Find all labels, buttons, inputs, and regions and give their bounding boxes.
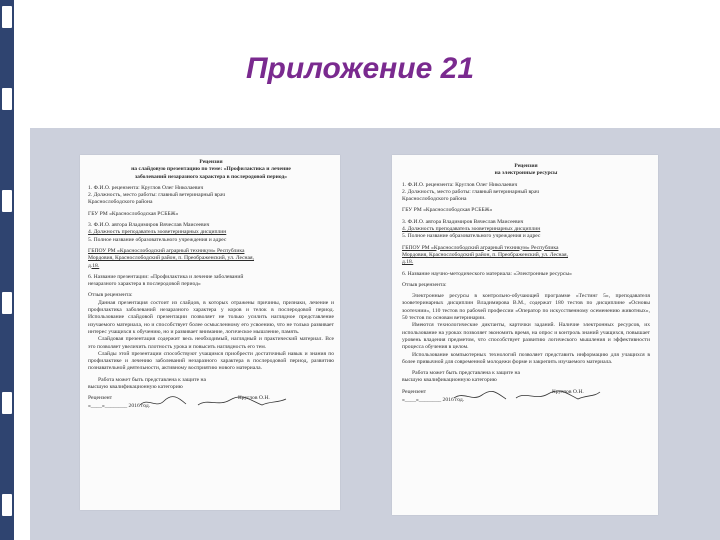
review-paragraph: Данная презентация состоит из слайдов, в которых отражены причины, признаки, лечение и профилактика заболеваний незаразного характера у коров и телок в послеродовой период. Использование слайдовой презентации позволяет не только усилить наглядное представление изучаемого материала, но и способствует более осмысленному его усвоению, что не только развивает интерес учащихся к обучению, но и развивает внимание, логическое мышление, память.: [88, 299, 334, 335]
doc-line: 6. Название презентации: «Профилактика и лечение заболеваний: [88, 273, 244, 280]
review-paragraph: Использование компьютерных технологий позволяет представить информацию для учащихся в более привычной для современной молодежи форме и закрепить изучаемого материала.: [402, 351, 650, 365]
signature-name: Круглов О.Н.: [552, 388, 584, 395]
review-paragraph: Имеются технологические диктанты, карточки заданий. Наличие электронных ресурсов, их использование на уроках позволяет экономить время, на опрос и контроль знаний учащихся, повышает уровень владения предметом, что способствует развитию логического мышления и эффективности процесса обучения в целом.: [402, 322, 650, 351]
doc-line: 5. Полное название образовательного учреждения и адрес: [88, 236, 227, 243]
doc-line: 6. Название научно-методического материала: «Электронные ресурсы»: [402, 270, 572, 277]
doc-line: Мордовия, Краснослободский район, п. Преображенский, ул. Лесная,: [402, 251, 569, 258]
doc-line: незаразного характера в послеродовой период»: [88, 281, 201, 288]
bar-notch: [2, 392, 12, 414]
reviewer-label: Рецензент: [402, 388, 427, 395]
reviewer-label: Рецензент: [88, 395, 113, 402]
bar-notch: [2, 292, 12, 314]
doc-line: 1. Ф.И.О. рецензента: Круглов Олег Николаевич: [402, 181, 518, 188]
doc-line: ГБУ РМ «Краснослободская РСББЖ»: [88, 210, 179, 217]
slide-title: Приложение 21: [245, 52, 475, 85]
level-line: высшую квалификационную категорию: [88, 384, 183, 391]
doc-heading: Рецензия на электронные ресурсы: [494, 163, 558, 177]
doc-line: ГБПОУ РМ «Краснослободский аграрный техникум» Республика: [402, 244, 559, 251]
doc-line: 3. Ф.И.О. автора Владимиров Вячеслав Маисеевич: [402, 218, 524, 225]
doc-heading: Рецензия на слайдовую презентацию по теме: «Профилактика и лечение заболеваний незаразного характера в послеродовой период»: [131, 159, 291, 180]
review-label: Отзыв рецензента:: [402, 281, 447, 288]
review-label: Отзыв рецензента:: [88, 292, 133, 299]
recommendation: Работа может быть представлена к защите на: [98, 376, 207, 383]
recommendation: Работа может быть представлена к защите на: [412, 370, 521, 377]
doc-line: Краснослободского района: [402, 196, 467, 203]
bar-notch: [2, 494, 12, 516]
review-document-presentation: [80, 155, 340, 510]
level-line: высшую квалификационную категорию: [402, 377, 497, 384]
doc-line: 4. Должность преподаватель зооветеринарных дисциплин: [402, 226, 541, 233]
date-line: «____»________ 2016 год.: [88, 403, 151, 410]
bar-notch: [2, 88, 12, 110]
review-paragraph: Электронные ресурсы в контрольно-обучающей программе «Тестинг 5», преподавателя зооветеринарных дисциплин Владимирова В.М., содержат 180 тестов по дисциплине «Основы зоотехнии», 110 тестов по рабочей профессии «Оператор по искусственному осеменению животных», 50 тестов по основам ветеринарии.: [402, 293, 650, 322]
review-document-electronic-resources: [392, 155, 658, 515]
signature-name: Круглов О.Н.: [238, 395, 270, 402]
doc-line: Краснослободского района: [88, 199, 153, 206]
doc-line: 1. Ф.И.О. рецензента: Круглов Олег Николаевич: [88, 184, 204, 191]
doc-line: 4. Должность преподаватель зооветеринарных дисциплин: [88, 229, 227, 236]
date-line: «____»________ 2016 год.: [402, 396, 465, 403]
review-paragraph: Слайды этой презентации способствуют учащимся приобрести достаточный навык и знания по профилактике и лечению заболеваний незаразного характера в послеродовой период, развитию познавательной деятельности, активному восприятию нового материала.: [88, 350, 334, 372]
signature-block: [402, 389, 650, 411]
doc-line: 2. Должность, место работы: главный ветеринарный врач: [88, 192, 226, 199]
doc-line: 5. Полное название образовательного учреждения и адрес: [402, 233, 541, 240]
doc-line: ГБПОУ РМ «Краснослободский аграрный техникум» Республика: [88, 247, 245, 254]
bar-notch: [2, 6, 12, 28]
doc-line: д.18.: [402, 259, 414, 266]
doc-line: 2. Должность, место работы: главный ветеринарный врач: [402, 188, 540, 195]
doc-line: Мордовия, Краснослободский район, п. Преображенский, ул. Лесная,: [88, 255, 255, 262]
doc-line: д.18.: [88, 262, 100, 269]
bar-notch: [2, 190, 12, 212]
doc-line: ГБУ РМ «Краснослободская РСББЖ»: [402, 207, 493, 214]
review-paragraph: Слайдовая презентация содержит весь необходимый, наглядный и практический материал. Все это позволяет увеличить плотность урока и повысить наглядность его тем.: [88, 336, 334, 350]
signature-block: [88, 395, 334, 417]
doc-line: 3. Ф.И.О. автора Владимиров Вячеслав Маисеевич: [88, 222, 210, 229]
